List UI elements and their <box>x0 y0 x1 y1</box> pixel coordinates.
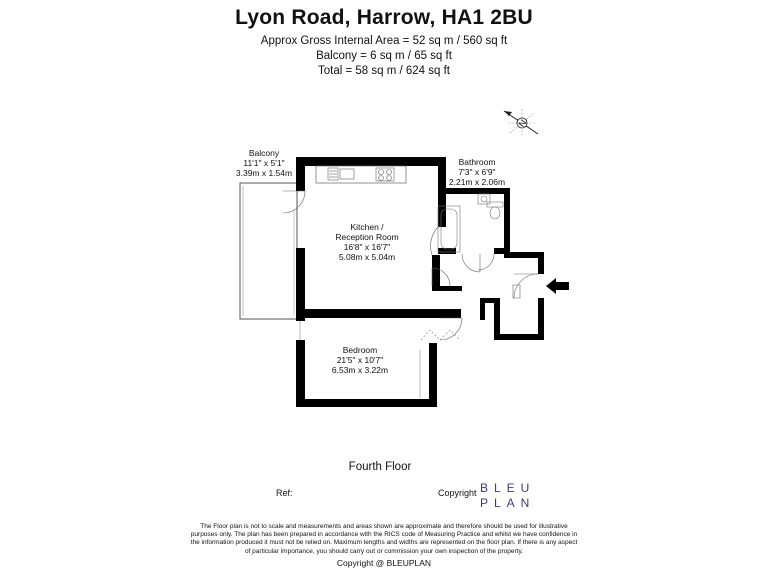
total-area: Total = 58 sq m / 624 sq ft <box>317 65 450 77</box>
basin-icon <box>478 194 490 204</box>
copyright-label: Copyright <box>438 488 477 498</box>
sink-icon <box>328 168 354 180</box>
entrance-arrow-icon <box>546 278 569 294</box>
compass-icon <box>504 109 538 137</box>
floor-label: Fourth Floor <box>348 461 412 473</box>
kitchen-counter <box>316 166 406 183</box>
logo-line-1: BLEU <box>480 481 536 495</box>
balcony-area: Balcony = 6 sq m / 65 sq ft <box>316 50 452 62</box>
kitchen-label <box>322 222 412 262</box>
kitchen-imperial: 16'8" x 16'7" <box>343 242 391 252</box>
balcony-name: Balcony <box>248 148 280 158</box>
bedroom-name: Bedroom <box>342 345 378 355</box>
balcony-area-outline <box>240 183 297 319</box>
bleuplan-logo <box>480 481 535 511</box>
bathroom-label <box>446 157 508 187</box>
bedroom-label <box>325 345 395 375</box>
copyright-line: Copyright @ BLEUPLAN <box>336 558 432 568</box>
balcony-imperial: 11'1" x 5'1" <box>243 158 285 168</box>
bathroom-name: Bathroom <box>458 157 496 167</box>
balcony-metric: 3.39m x 1.54m <box>235 168 293 178</box>
disclaimer-line: of particular importance, you should carry out or commission your own inspection of the property. <box>244 547 524 555</box>
ref-label: Ref: <box>276 488 293 498</box>
bedroom-metric: 6.53m x 3.22m <box>331 365 389 375</box>
logo-line-2: PLAN <box>480 496 536 510</box>
disclaimer-line: The Floor plan is not to scale and measurements and areas shown are approximate and therefore should be used for illustrative <box>200 523 568 530</box>
toilet-icon <box>487 202 503 219</box>
disclaimer <box>180 523 588 556</box>
kitchen-name-line2: Reception Room <box>335 232 399 242</box>
property-title: Lyon Road, Harrow, HA1 2BU <box>235 6 533 29</box>
bathroom-metric: 2.21m x 2.06m <box>448 177 506 187</box>
hob-icon <box>376 168 394 181</box>
disclaimer-line: purposes only. The plan has been prepared in accordance with the RICS code of Measuring Practice and whilst we have confidence in <box>190 531 578 539</box>
bedroom-imperial: 21'5" x 10'7" <box>336 355 384 365</box>
kitchen-name-line1: Kitchen / <box>350 222 384 232</box>
disclaimer-line: the information produced it must not be relied on. Maximum lengths and widths are represented on the floor plan. If there is any aspect <box>190 539 578 547</box>
balcony-label <box>232 148 296 178</box>
bathroom-imperial: 7'3" x 6'9" <box>458 167 496 177</box>
compass-letter: N <box>516 117 529 129</box>
gross-internal-area: Approx Gross Internal Area = 52 sq m / 560 sq ft <box>260 35 508 47</box>
bathtub-icon <box>438 206 460 252</box>
kitchen-metric: 5.08m x 5.04m <box>338 252 396 262</box>
